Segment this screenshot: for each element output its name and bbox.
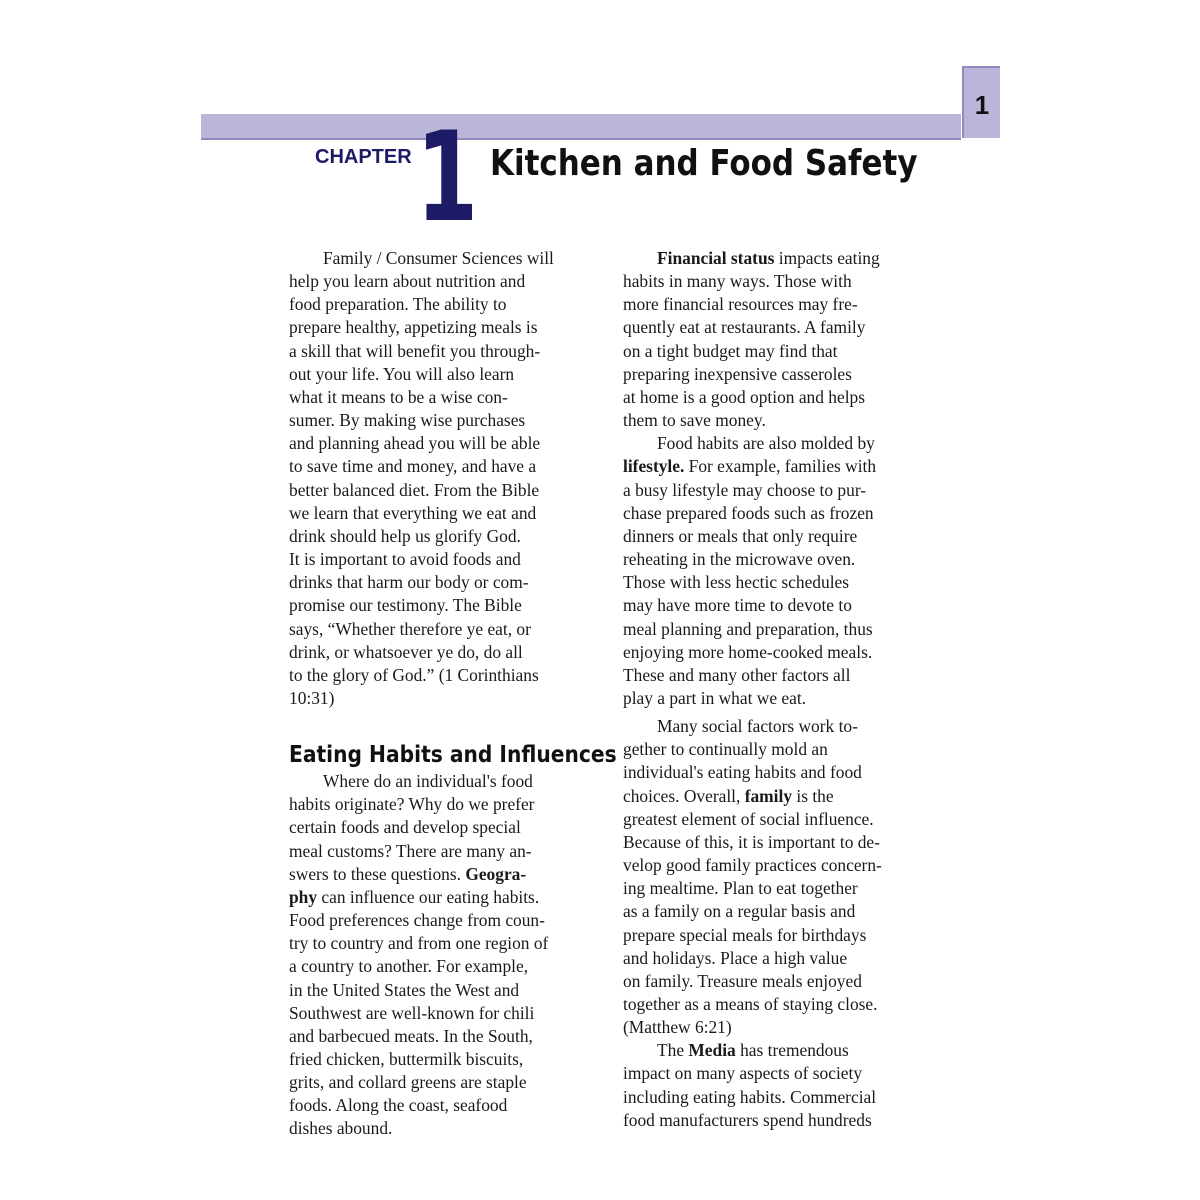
text-line: [623, 715, 941, 738]
text-line: [623, 1062, 941, 1085]
text-run: Many social factors work to-: [657, 716, 858, 737]
text-line: help you learn about nutrition and: [289, 271, 526, 292]
text-run: These and many other factors all: [623, 664, 851, 685]
text-run: grits, and collard greens are staple: [289, 1072, 527, 1093]
text-line: [289, 886, 607, 909]
text-run: on a tight budget may find that: [623, 340, 838, 361]
text-line: [623, 247, 941, 270]
text-run: prepare special meals for birthdays: [623, 924, 867, 945]
text-line: [623, 664, 941, 687]
text-line: [623, 548, 941, 571]
text-line: [623, 525, 941, 548]
text-run: greatest element of social influence.: [623, 808, 874, 829]
chapter-label: CHAPTER: [315, 146, 412, 168]
chapter-number: 1: [416, 106, 479, 250]
text-line: [623, 340, 941, 363]
text-line: [623, 386, 941, 409]
text-run: chase prepared foods such as frozen: [623, 502, 874, 523]
text-run: dinners or meals that only require: [623, 525, 858, 546]
text-line: [623, 293, 941, 316]
text-line: [623, 687, 941, 710]
chapter-title: Kitchen and Food Safety: [490, 143, 918, 184]
left-column: [289, 247, 617, 1141]
key-term: Geogra-: [465, 863, 527, 884]
text-line: Family / Consumer Sciences will: [323, 248, 554, 268]
text-line: to the glory of God.” (1 Corinthians: [289, 664, 539, 685]
text-line: sumer. By making wise purchases: [289, 410, 526, 431]
text-line: out your life. You will also learn: [289, 363, 515, 384]
text-run: is the: [792, 785, 834, 806]
key-term: phy: [289, 886, 318, 907]
text-run: has tremendous: [735, 1040, 849, 1061]
text-run: (Matthew 6:21): [623, 1017, 732, 1038]
text-line: [623, 947, 941, 970]
text-line: [289, 1117, 607, 1140]
text-run: For example, families with: [684, 456, 877, 477]
text-run: impact on many aspects of society: [623, 1063, 863, 1084]
text-line: [623, 854, 941, 877]
right-column: [623, 247, 941, 1132]
text-run: more financial resources may fre-: [623, 294, 858, 315]
text-run: meal customs? There are many an-: [289, 840, 532, 861]
text-line: [623, 1086, 941, 1109]
text-run: velop good family practices concern-: [623, 855, 882, 876]
text-line: better balanced diet. From the Bible: [289, 479, 540, 500]
text-run: Food preferences change from coun-: [289, 910, 545, 931]
text-line: [623, 738, 941, 761]
text-line: [289, 909, 607, 932]
text-run: at home is a good option and helps: [623, 386, 865, 407]
text-run: quently eat at restaurants. A family: [623, 317, 866, 338]
text-run: fried chicken, buttermilk biscuits,: [289, 1049, 524, 1069]
key-term: Financial status: [657, 248, 775, 268]
text-run: a busy lifestyle may choose to pur-: [623, 479, 867, 500]
text-run: them to save money.: [623, 410, 766, 431]
text-run: habits originate? Why do we prefer: [289, 794, 535, 815]
text-line: [623, 618, 941, 641]
text-run: including eating habits. Commercial: [623, 1086, 877, 1107]
text-line: [623, 761, 941, 784]
text-line: food preparation. The ability to: [289, 294, 507, 315]
text-run: on family. Treasure meals enjoyed: [623, 970, 862, 991]
text-run: impacts eating: [774, 248, 880, 268]
text-line: [623, 502, 941, 525]
text-line: [623, 432, 941, 455]
header-band: [201, 114, 961, 140]
text-run: play a part in what we eat.: [623, 687, 807, 708]
text-line: [623, 409, 941, 432]
text-run: and holidays. Place a high value: [623, 947, 848, 968]
text-run: choices. Overall,: [623, 785, 745, 806]
right-column-text: [623, 247, 941, 1132]
text-line: [289, 979, 607, 1002]
text-run: preparing inexpensive casseroles: [623, 363, 852, 384]
text-line: [623, 594, 941, 617]
text-line: to save time and money, and have a: [289, 456, 537, 477]
key-term: lifestyle.: [623, 456, 685, 477]
text-line: [289, 863, 607, 886]
text-run: ing mealtime. Plan to eat together: [623, 878, 858, 899]
text-line: [289, 793, 607, 816]
text-line: [289, 1094, 607, 1117]
text-line: [623, 363, 941, 386]
text-run: may have more time to devote to: [623, 595, 852, 616]
text-run: meal planning and preparation, thus: [623, 618, 873, 639]
text-line: we learn that everything we eat and: [289, 502, 537, 523]
text-line: promise our testimony. The Bible: [289, 595, 522, 616]
text-line: [623, 970, 941, 993]
text-line: [289, 932, 607, 955]
text-run: Because of this, it is important to de-: [623, 831, 880, 852]
text-run: Where do an individual's food: [323, 771, 533, 792]
text-run: dishes abound.: [289, 1118, 393, 1139]
text-run: gether to continually mold an: [623, 739, 828, 760]
text-line: [623, 641, 941, 664]
text-run: and barbecued meats. In the South,: [289, 1025, 533, 1046]
text-run: a country to another. For example,: [289, 956, 529, 977]
section-paragraph: [289, 770, 607, 1141]
text-run: Those with less hectic schedules: [623, 572, 850, 593]
text-line: [289, 840, 607, 863]
text-line: a skill that will benefit you through-: [289, 340, 541, 361]
text-line: [623, 993, 941, 1016]
text-line: prepare healthy, appetizing meals is: [289, 317, 538, 338]
intro-paragraph: [289, 247, 607, 710]
text-line: 10:31): [289, 687, 335, 708]
text-line: [623, 316, 941, 339]
text-line: [289, 1002, 607, 1025]
text-line: [289, 770, 607, 793]
text-line: and planning ahead you will be able: [289, 433, 541, 454]
text-run: enjoying more home-cooked meals.: [623, 641, 873, 662]
text-line: [623, 1039, 941, 1062]
tab-number: 1: [974, 90, 990, 120]
text-line: [623, 571, 941, 594]
text-run: together as a means of staying close.: [623, 994, 878, 1014]
text-line: drink should help us glorify God.: [289, 525, 521, 546]
text-run: food manufacturers spend hundreds: [623, 1109, 872, 1130]
text-run: as a family on a regular basis and: [623, 901, 856, 922]
text-line: [289, 1025, 607, 1048]
text-line: drink, or whatsoever ye do, do all: [289, 641, 523, 662]
text-line: [623, 1016, 941, 1039]
text-run: in the United States the West and: [289, 979, 520, 1000]
text-line: [289, 1048, 607, 1071]
text-line: drinks that harm our body or com-: [289, 572, 529, 593]
text-line: [623, 831, 941, 854]
text-line: [623, 270, 941, 293]
chapter-tab: [962, 66, 1000, 138]
text-run: Southwest are well-known for chili: [289, 1002, 535, 1023]
text-run: try to country and from one region of: [289, 933, 549, 954]
text-line: [623, 479, 941, 502]
text-run: certain foods and develop special: [289, 817, 521, 838]
section-heading: Eating Habits and Influences: [289, 742, 617, 769]
text-run: individual's eating habits and food: [623, 762, 862, 783]
text-run: The: [657, 1040, 689, 1061]
text-line: [289, 1071, 607, 1094]
text-run: can influence our eating habits.: [317, 886, 540, 907]
key-term: family: [744, 785, 793, 806]
text-line: [289, 955, 607, 978]
text-run: habits in many ways. Those with: [623, 271, 852, 292]
text-line: [623, 808, 941, 831]
text-line: [623, 1109, 941, 1132]
text-run: Food habits are also molded by: [657, 433, 875, 454]
text-line: says, “Whether therefore ye eat, or: [289, 618, 531, 639]
key-term: Media: [688, 1040, 736, 1061]
text-line: what it means to be a wise con-: [289, 386, 508, 407]
text-line: [623, 924, 941, 947]
text-run: foods. Along the coast, seafood: [289, 1095, 508, 1116]
text-run: reheating in the microwave oven.: [623, 549, 856, 570]
text-line: [289, 816, 607, 839]
text-run: swers to these questions.: [289, 863, 466, 884]
text-line: [623, 785, 941, 808]
text-line: [623, 900, 941, 923]
text-line: [623, 877, 941, 900]
text-line: It is important to avoid foods and: [289, 549, 521, 570]
text-line: [623, 455, 941, 478]
